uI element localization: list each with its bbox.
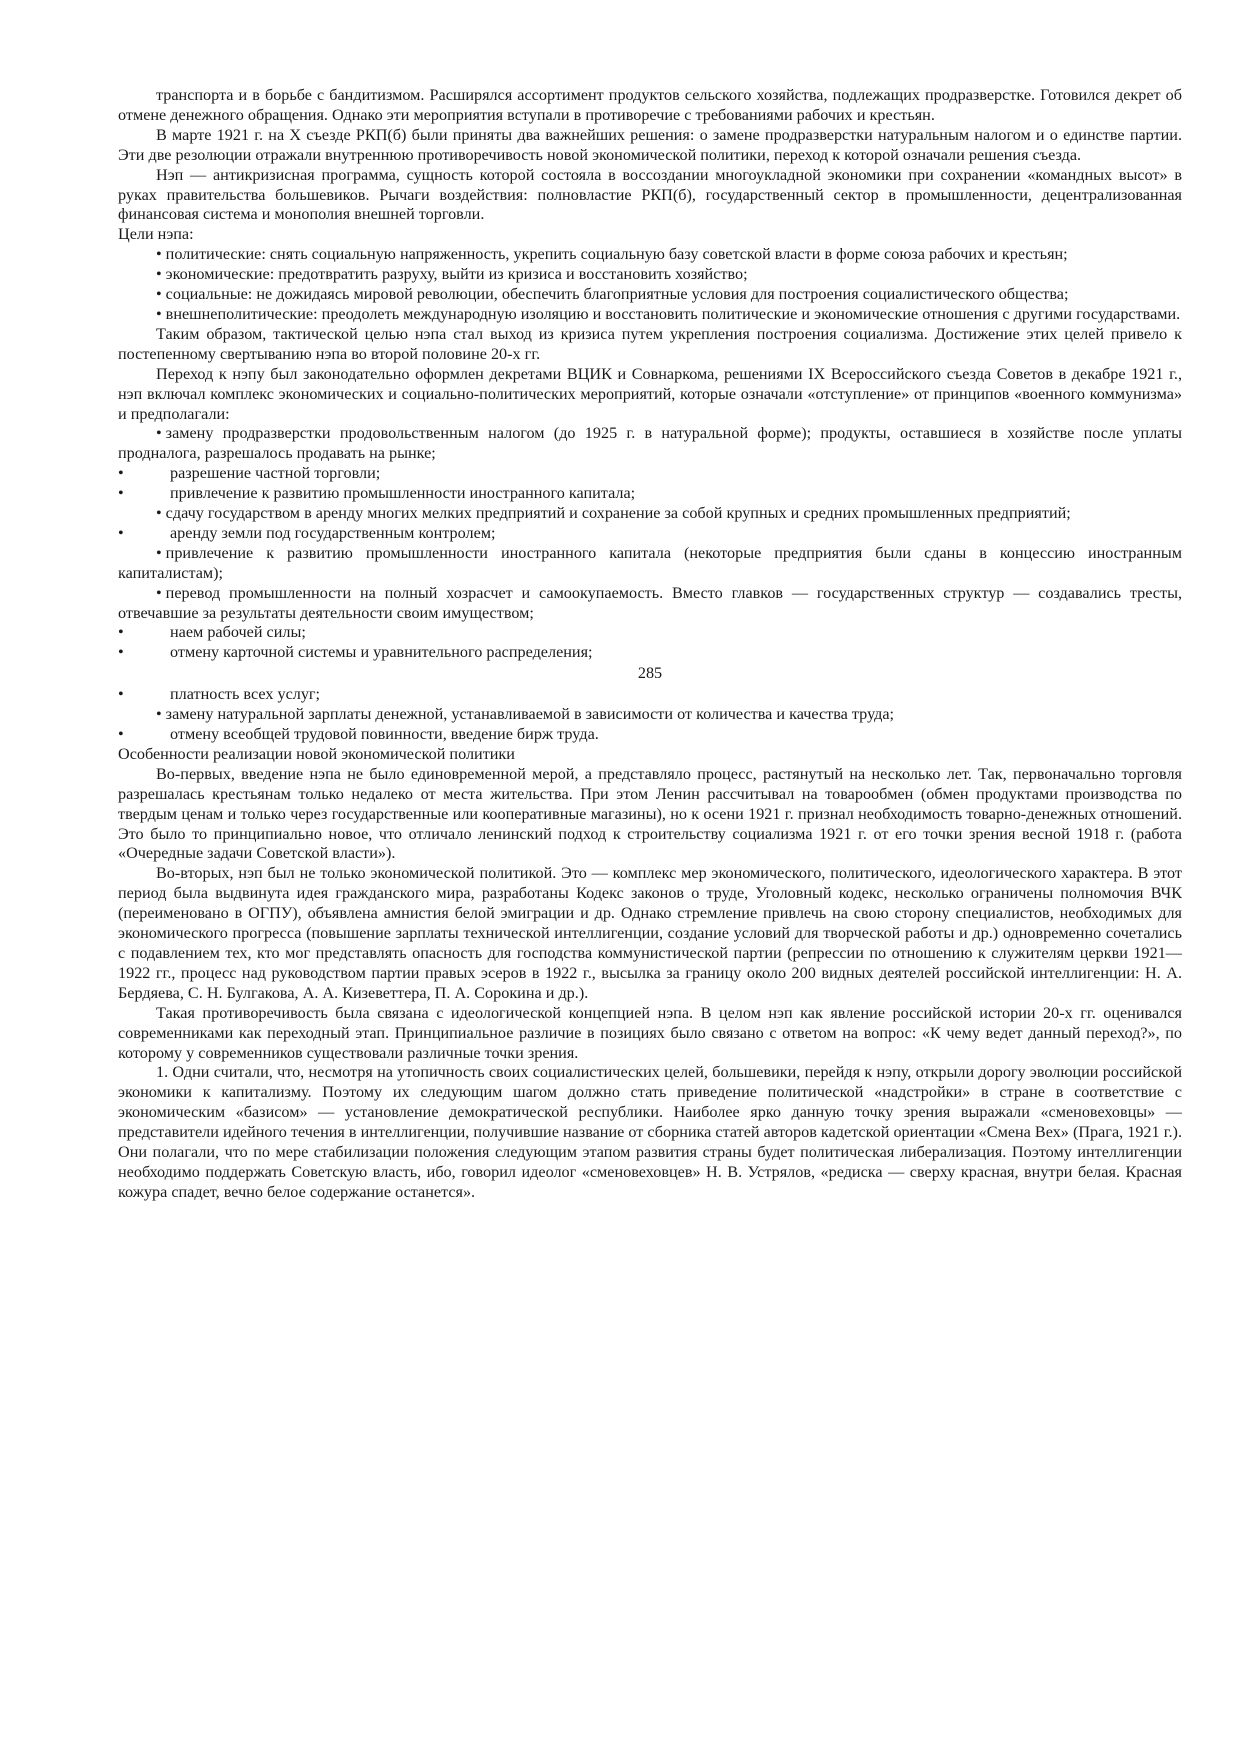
paragraph: Таким образом, тактической целью нэпа стал выход из кризиса путем укрепления построения социализма. Достижение этих целей привело к постепенному свертыванию нэпа во второй половине 20-х гг. <box>118 324 1182 363</box>
section-heading: Особенности реализации новой экономической политики <box>118 744 515 763</box>
paragraph: Во-вторых, нэп был не только экономической политикой. Это — комплекс мер экономического, политического, идеологического характера. В этот период была выдвинута идея гражданского мира, разработаны Кодекс законов о труде, Уголовный кодекс, несколько ограничены полномочия ВЧК (переименовано в ОГПУ), объявлена амнистия белой эмиграции и др. Однако стремление привлечь на свою сторону специалистов, необходимых для экономического прогресса (повышение зарплаты технической интеллигенции, создание условий для творческой работы и др.) одновременно сочетались с подавлением тех, кто мог представлять опасность для господства коммунистической партии (репрессии по отношению к служителям церкви 1921—1922 гг., процесс над руководством партии правых эсеров в 1922 г., высылка за границу около 200 видных деятелей российской интеллигенции: Н. А. Бердяева, С. Н. Булгакова, А. А. Кизеветтера, П. А. Сорокина и др.). <box>118 864 1182 1002</box>
list-item: • разрешение частной торговли; <box>118 464 381 483</box>
paragraph: Такая противоречивость была связана с идеологической концепцией нэпа. В целом нэп как явление российской истории 20-х гг. оценивался современниками как переходный этап. Принципиальное различие в позициях было связано с ответом на вопрос: «К чему ведет данный переход?», по которому у современников существовали различные точки зрения. <box>118 1003 1182 1062</box>
list-item: • социальные: не дожидаясь мировой революции, обеспечить благоприятные условия для построения социалистического общества; <box>156 285 1069 304</box>
list-item: • привлечение к развитию промышленности иностранного капитала (некоторые предприятия были сданы в концессию иностранным капиталистам); <box>118 543 1182 582</box>
paragraph: Нэп — антикризисная программа, сущность которой состояла в воссоздании многоукладной экономики при сохранении «командных высот» в руках правительства большевиков. Рычаги воздействия: полновластие РКП(б), государственный сектор в промышленности, децентрализованная финансовая система и монополия внешней торговли. <box>118 165 1182 224</box>
page-number: 285 <box>637 664 663 683</box>
paragraph: 1. Одни считали, что, несмотря на утопичность своих социалистических целей, большевики, перейдя к нэпу, открыли дорогу эволюции российской экономики к капитализму. Поэтому их следующим шагом должно стать приведение политической «надстройки» в стране в соответствие с экономическим «базисом» — установление демократической республики. Наиболее ярко данную точку зрения выражали «сменовеховцы» — представители идейного течения в интеллигенции, получившие название от сборника статей авторов кадетской ориентации «Смена Вех» (Прага, 1921 г.). Они полагали, что по мере стабилизации положения следующим этапом развития страны будет политическая либерализация. Поэтому интеллигенции необходимо поддержать Советскую власть, ибо, говорил идеолог «сменовеховцев» Н. В. Устрялов, «редиска — сверху красная, внутри белая. Красная кожура спадет, вечно белое содержание останется». <box>118 1063 1182 1201</box>
document-page <box>118 86 1182 1203</box>
list-item: • политические: снять социальную напряженность, укрепить социальную базу советской власти в форме союза рабочих и крестьян; <box>156 245 1068 264</box>
list-item: • замену натуральной зарплаты денежной, устанавливаемой в зависимости от количества и качества труда; <box>156 705 895 724</box>
paragraph: Переход к нэпу был законодательно оформлен декретами ВЦИК и Совнаркома, решениями IX Всероссийского съезда Советов в декабре 1921 г., нэп включал комплекс экономических и социально-политических мероприятий, которые означали «отступление» от принципов «военного коммунизма» и предполагали: <box>118 364 1182 423</box>
list-item: • внешнеполитические: преодолеть международную изоляцию и восстановить политические и экономические отношения с другими государствами. <box>156 304 1181 323</box>
list-heading: Цели нэпа: <box>118 225 194 244</box>
list-item: • привлечение к развитию промышленности иностранного капитала; <box>118 484 636 503</box>
list-item: • отмену карточной системы и уравнительного распределения; <box>118 643 593 662</box>
paragraph: В марте 1921 г. на X съезде РКП(б) были приняты два важнейших решения: о замене продразверстки натуральным налогом и о единстве партии. Эти две резолюции отражали внутреннюю противоречивость новой экономической политики, переход к которой означали решения съезда. <box>118 125 1182 164</box>
paragraph: Во-первых, введение нэпа не было единовременной мерой, а представляло процесс, растянутый на несколько лет. Так, первоначально торговля разрешалась крестьянам только недалеко от места жительства. При этом Ленин рассчитывал на товарообмен (обмен продуктами производства по твердым ценам и только через государственные или кооперативные магазины), но к осени 1921 г. признал необходимость товарно-денежных отношений. Это было то принципиально новое, что отличало ленинский подход к строительству социализма 1921 г. от его точки зрения весной 1918 г. (работа «Очередные задачи Советской власти»). <box>118 764 1182 863</box>
list-item: • перевод промышленности на полный хозрасчет и самоокупаемость. Вместо главков — государственных структур — создавались тресты, отвечавшие за результаты деятельности своим имуществом; <box>118 583 1182 622</box>
list-item: • замену продразверстки продовольственным налогом (до 1925 г. в натуральной форме); продукты, оставшиеся в хозяйстве после уплаты продналога, разрешалось продавать на рынке; <box>118 424 1182 463</box>
list-item: • отмену всеобщей трудовой повинности, введение бирж труда. <box>118 725 599 743</box>
list-item: • наем рабочей силы; <box>118 623 306 642</box>
paragraph: транспорта и в борьбе с бандитизмом. Расширялся ассортимент продуктов сельского хозяйства, подлежащих продразверстке. Готовился декрет об отмене денежного обращения. Однако эти мероприятия вступали в противоречие с требованиями рабочих и крестьян. <box>118 86 1182 124</box>
list-item: • аренду земли под государственным контролем; <box>118 523 496 542</box>
list-item: • сдачу государством в аренду многих мелких предприятий и сохранение за собой крупных и средних промышленных предприятий; <box>156 504 1071 523</box>
list-item: • платность всех услуг; <box>118 685 321 704</box>
list-item: • экономические: предотвратить разруху, выйти из кризиса и восстановить хозяйство; <box>156 265 748 284</box>
